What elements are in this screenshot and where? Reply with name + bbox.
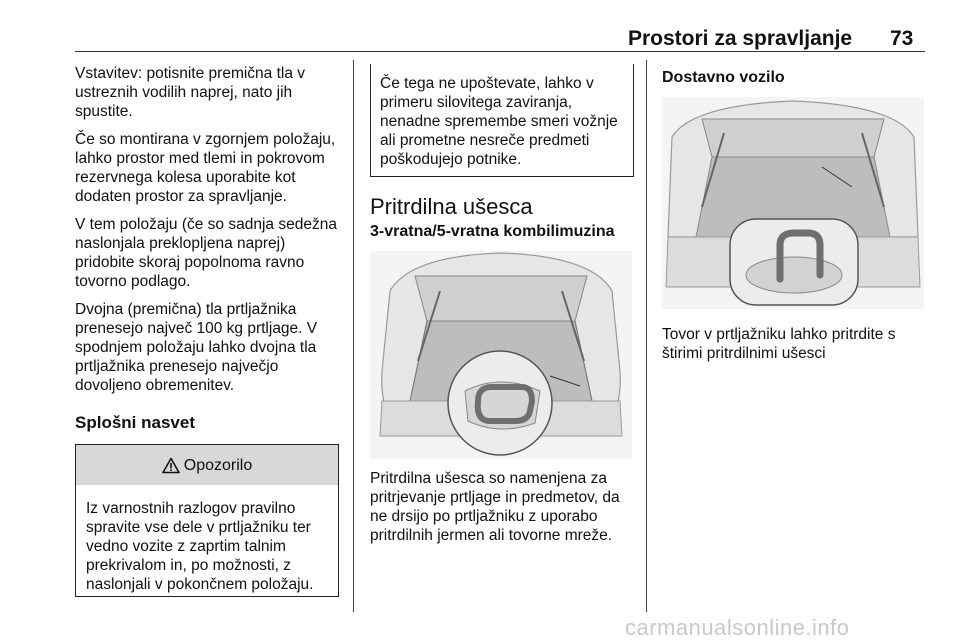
van-cargo-illustration	[662, 97, 924, 309]
subheading-general-advice: Splošni nasvet	[75, 413, 195, 432]
caption-hatchback: Pritrdilna ušesca so namenjena za pritrjevanje prtljage in predmetov, da ne drsijo po prtljažniku z uporabo pritrdilnih jermen ali tovorne mreže.	[370, 470, 620, 544]
warning-continuation-box	[370, 64, 634, 177]
column-3	[662, 64, 927, 372]
warning-box	[75, 444, 339, 597]
warning-text: Iz varnostnih razlogov pravilno spravite vse dele v prtljažniku ter vedno vozite z zaprtim talnim prekrivalom in, po možnosti, z naslonjali v pokončnem položaju.	[86, 500, 314, 593]
subsection-van: Dostavno vozilo	[662, 69, 785, 86]
paragraph-flat-floor: V tem položaju (če so sadnja sedežna naslonjala preklopljena naprej) pridobite skoraj popolnoma ravno tovorno podlago.	[75, 216, 337, 290]
paragraph-load-limit: Dvojna (premična) tla prtljažnika prenesejo največ 100 kg prtljage. V spodnjem položaju lahko dvojna tla prtljažnika prenesejo največjo dovoljeno obremenitev.	[75, 301, 318, 394]
paragraph-upper-position: Če so montirana v zgornjem položaju, lahko prostor med tlemi in pokrovom rezervnega kolesa uporabite kot dodaten prostor za spravljanje.	[75, 131, 336, 205]
warning-header	[76, 444, 338, 485]
column-divider-left	[353, 60, 354, 612]
warning-triangle-icon	[162, 457, 180, 474]
paragraph-insertion: Vstavitev: potisnite premična tla v ustreznih vodilih naprej, nato jih spustite.	[75, 65, 306, 120]
watermark: carmanualsonline.info	[625, 615, 850, 640]
column-2	[370, 64, 638, 554]
caption-van: Tovor v prtljažniku lahko pritrdite s štirimi pritrdilnimi ušesci	[662, 326, 896, 362]
column-1	[75, 64, 343, 597]
page-number: 73	[890, 27, 914, 50]
hatchback-trunk-illustration	[370, 251, 632, 459]
page-header-title: Prostori za spravljanje	[628, 27, 853, 50]
column-divider-right	[646, 60, 647, 612]
warning-continuation-text: Če tega ne upoštevate, lahko v primeru silovitega zaviranja, nenadne spremembe smeri vožnje ali prometne nesreče predmeti poškodujejo potnike.	[380, 75, 618, 168]
header-rule	[75, 51, 925, 52]
section-title-lashing-eyes: Pritrdilna ušesca	[370, 194, 533, 219]
warning-title: Opozorilo	[183, 456, 253, 474]
subsection-hatchback: 3-vratna/5-vratna kombilimuzina	[370, 223, 615, 240]
